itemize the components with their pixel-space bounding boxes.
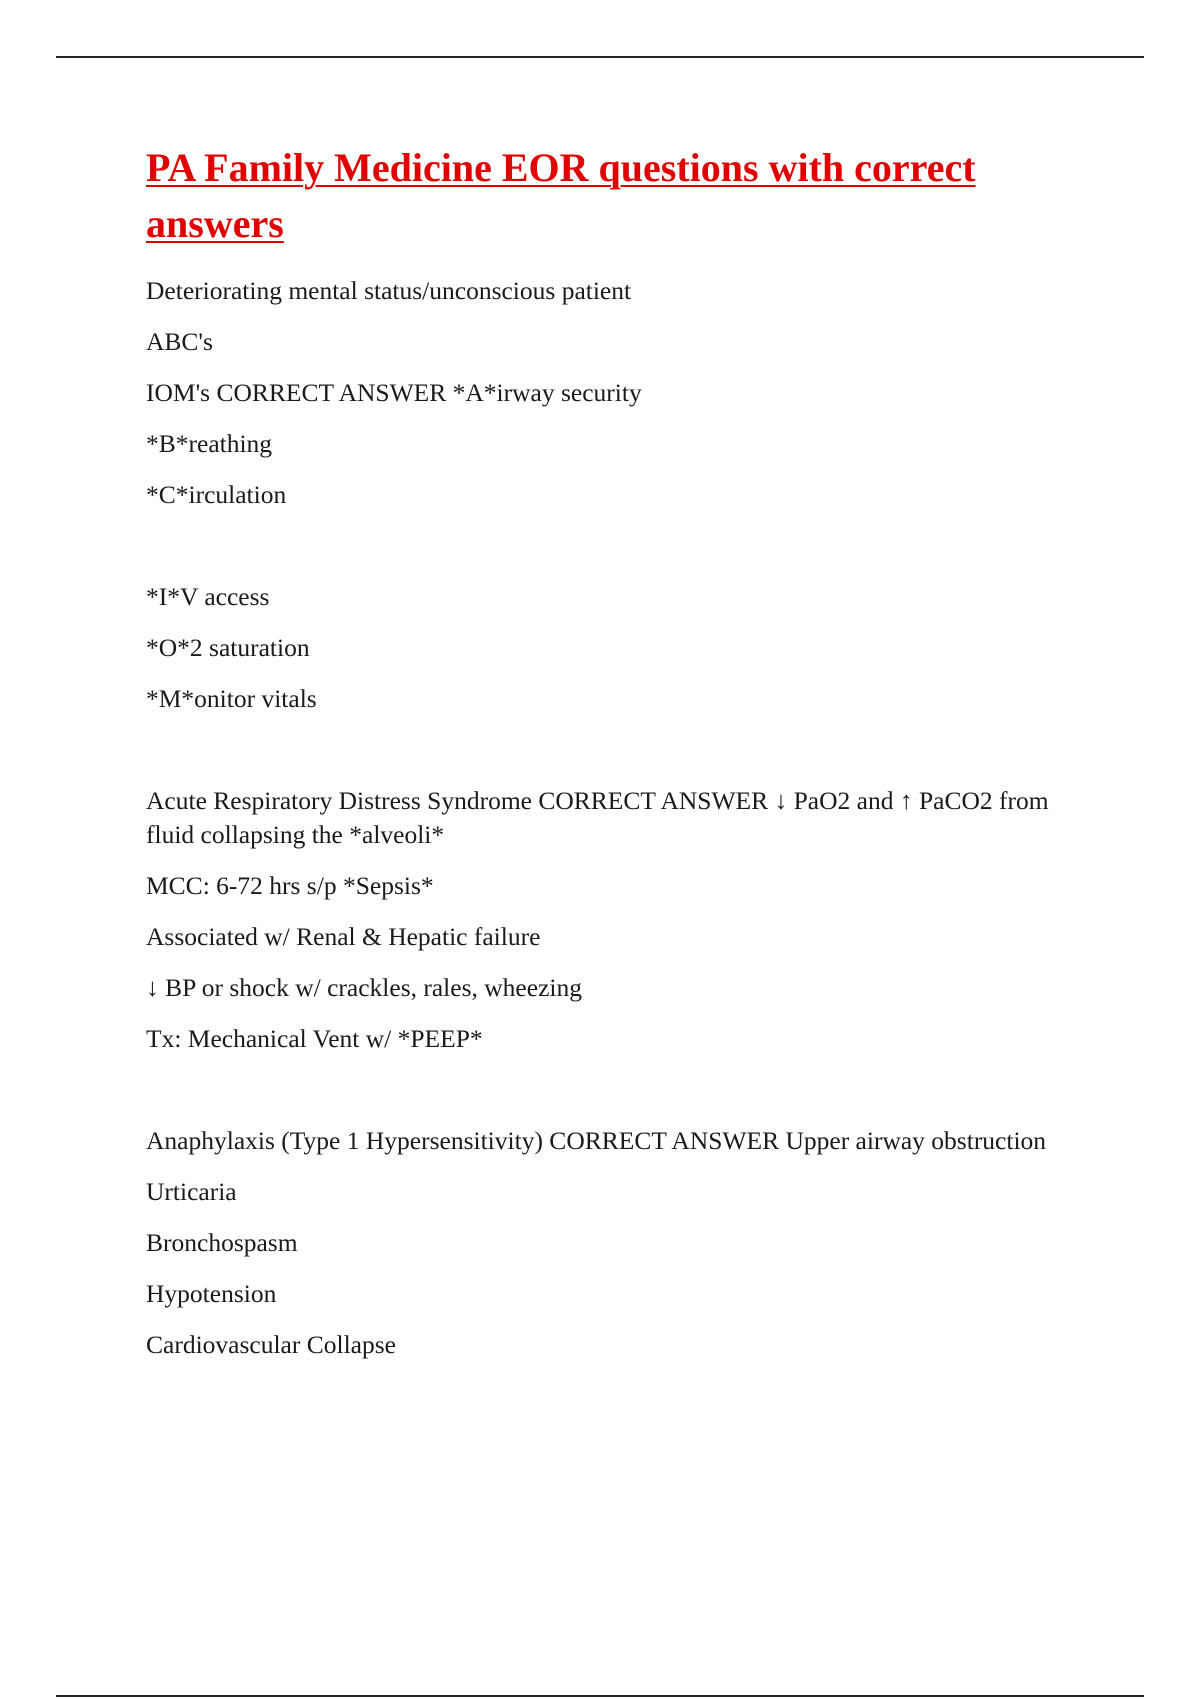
block-ards (146, 784, 1096, 1056)
text-line: Associated w/ Renal & Hepatic failure (146, 922, 541, 951)
text-line: Deteriorating mental status/unconscious patient (146, 276, 632, 305)
text-line: *C*irculation (146, 480, 287, 509)
block-iom (146, 580, 1096, 716)
text-line: *M*onitor vitals (146, 684, 317, 713)
document-body (146, 140, 1096, 1379)
text-line: *B*reathing (146, 429, 273, 458)
bottom-rule (56, 1695, 1144, 1697)
text-line: *I*V access (146, 582, 270, 611)
document-title: PA Family Medicine EOR questions with correct answers (146, 145, 976, 246)
spacer (146, 733, 1096, 784)
text-line: Urticaria (146, 1177, 237, 1206)
text-line: Anaphylaxis (Type 1 Hypersensitivity) CORRECT ANSWER Upper airway obstruction (146, 1126, 1047, 1155)
text-line: ↓ BP or shock w/ crackles, rales, wheezing (146, 973, 582, 1002)
text-line: IOM's CORRECT ANSWER *A*irway security (146, 378, 642, 407)
text-line: Hypotension (146, 1279, 277, 1308)
block-mental-status (146, 274, 1096, 512)
text-line: *O*2 saturation (146, 633, 310, 662)
text-line: Bronchospasm (146, 1228, 298, 1257)
text-line: Cardiovascular Collapse (146, 1330, 396, 1359)
text-line: Acute Respiratory Distress Syndrome CORRECT ANSWER ↓ PaO2 and ↑ PaCO2 from fluid collapsing the *alveoli* (146, 786, 1049, 849)
block-anaphylaxis (146, 1124, 1096, 1362)
text-line: Tx: Mechanical Vent w/ *PEEP* (146, 1024, 483, 1053)
text-line: MCC: 6-72 hrs s/p *Sepsis* (146, 871, 434, 900)
text-line: ABC's (146, 327, 213, 356)
spacer (146, 529, 1096, 580)
spacer (146, 1073, 1096, 1124)
top-rule (56, 56, 1144, 58)
